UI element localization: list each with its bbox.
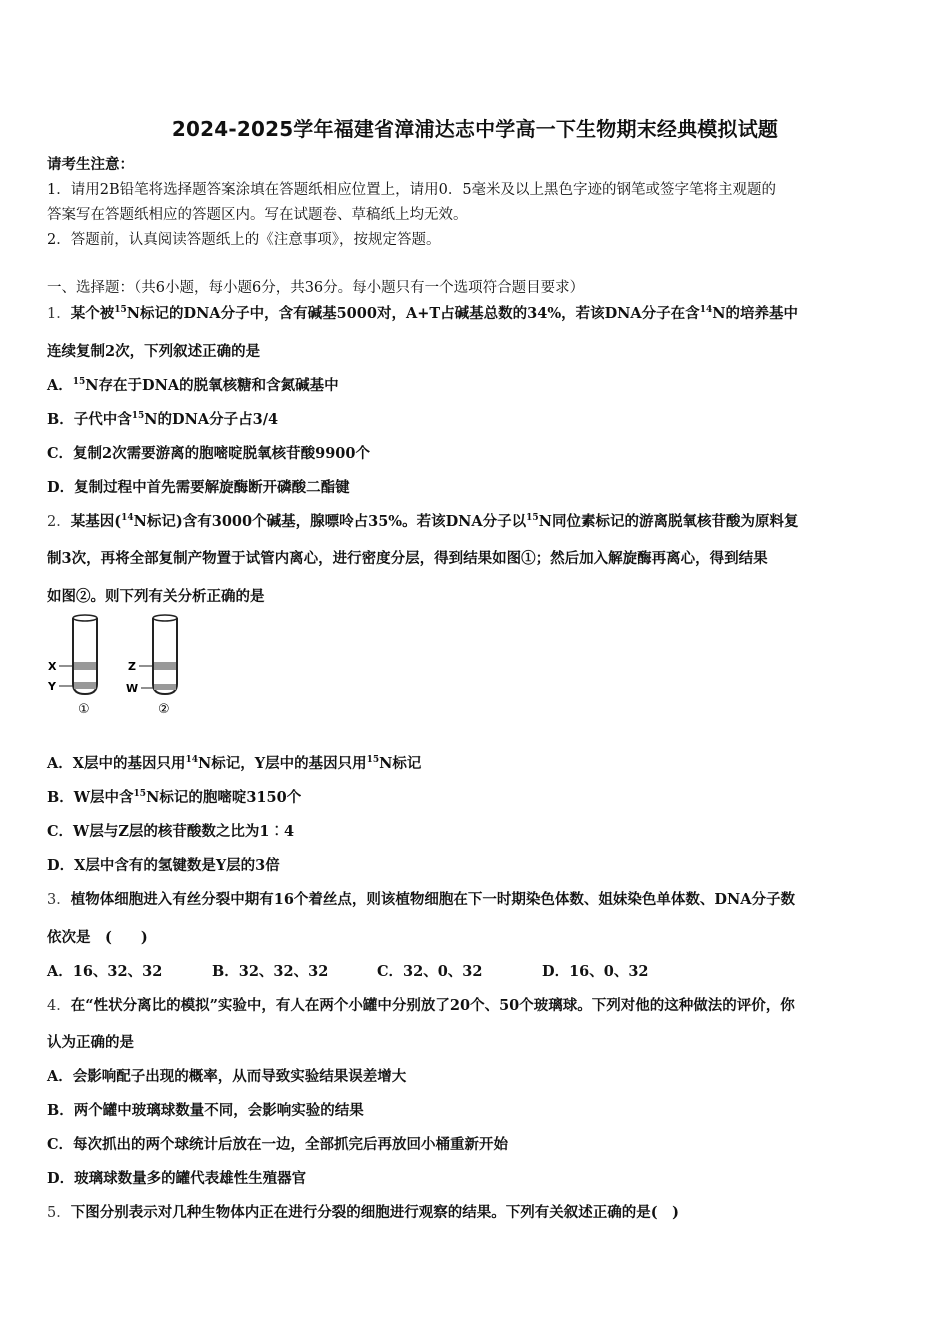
label-x: X	[48, 660, 57, 673]
label-z: Z	[128, 660, 136, 673]
question-2-line-3: 如图②。则下列有关分析正确的是	[47, 588, 265, 605]
option-text: N标记的胞嘧啶3150个	[146, 789, 302, 806]
centrifuge-tubes-figure	[45, 610, 195, 720]
option-letter: A．	[47, 377, 73, 394]
question-4-line-1	[47, 994, 795, 1015]
question-4-option-d[interactable]: D．玻璃球数量多的罐代表雄性生殖器官	[47, 1170, 307, 1187]
question-1-number: 1．	[47, 306, 71, 322]
tube-1-caption: ①	[78, 702, 90, 717]
question-4-number: 4．	[47, 998, 71, 1014]
notice-item-2: 2．答题前，认真阅读答题纸上的《注意事项》，按规定答题。	[47, 232, 441, 248]
superscript: 15	[526, 513, 539, 523]
band-y	[74, 682, 96, 689]
question-1-line-2: 连续复制2次，下列叙述正确的是	[47, 343, 261, 360]
question-3-option-c[interactable]: C．32、0、32	[377, 963, 483, 980]
option-text: B．子代中含	[47, 411, 132, 428]
text-segment: 某个被	[70, 305, 115, 322]
question-2-option-c[interactable]: C．W层与Z层的核苷酸数之比为1︰4	[47, 823, 295, 840]
section-heading: 一、选择题：（共6小题，每小题6分，共36分。每小题只有一个选项符合题目要求）	[47, 280, 585, 296]
question-3-number: 3．	[47, 892, 71, 908]
page-title: 2024-2025学年福建省漳浦达志中学高一下生物期末经典模拟试题	[171, 117, 779, 141]
superscript: 15	[131, 411, 145, 421]
superscript: 14	[121, 513, 134, 523]
tube-2	[126, 615, 177, 717]
notice-item-1-line-2: 答案写在答题纸相应的答题区内。写在试题卷、草稿纸上均无效。	[47, 207, 468, 223]
question-5-line-1	[47, 1201, 679, 1222]
question-1-option-b[interactable]	[47, 408, 278, 429]
question-4-line-2: 认为正确的是	[47, 1034, 134, 1051]
option-text: N标记	[379, 755, 422, 772]
question-3-option-d[interactable]: D．16、0、32	[542, 963, 649, 980]
label-y: Y	[48, 680, 56, 693]
question-1-option-c[interactable]: C．复制2次需要游离的胞嘧啶脱氧核苷酸9900个	[47, 445, 370, 462]
question-3-line-1	[47, 888, 795, 909]
question-2-option-b[interactable]	[47, 786, 301, 807]
superscript: 15	[133, 789, 147, 799]
superscript: 14	[699, 305, 713, 315]
question-2-line-1	[47, 510, 798, 531]
question-3-line-2: 依次是 ( )	[47, 929, 148, 946]
question-4-option-a[interactable]: A．会影响配子出现的概率，从而导致实验结果误差增大	[47, 1068, 407, 1085]
option-text: B．W层中含	[47, 789, 134, 806]
text-segment: 下图分别表示对几种生物体内正在进行分裂的细胞进行观察的结果。下列有关叙述正确的是( )	[70, 1204, 679, 1221]
question-1-line-1	[47, 302, 798, 323]
tube-1	[47, 615, 97, 717]
question-2-option-d[interactable]: D．X层中含有的氢键数是Y层的3倍	[47, 857, 280, 874]
option-text: N存在于DNA的脱氧核糖和含氮碱基中	[85, 377, 339, 394]
question-4-option-b[interactable]: B．两个罐中玻璃球数量不同，会影响实验的结果	[47, 1102, 364, 1119]
notice-heading: 请考生注意：	[47, 156, 134, 173]
question-3-options	[47, 960, 649, 981]
superscript: 15	[72, 377, 86, 387]
tube-2-caption: ②	[158, 702, 170, 717]
text-segment: 植物体细胞进入有丝分裂中期有16个着丝点，则该植物细胞在下一时期染色体数、姐妹染色单体数、DNA分子数	[70, 891, 795, 908]
band-z	[154, 662, 176, 670]
text-segment: 某基因(	[70, 513, 122, 530]
option-text: N的DNA分子占3/4	[144, 411, 279, 428]
question-2-number: 2．	[47, 514, 71, 530]
option-text: N标记，Y层中的基因只用	[198, 755, 367, 772]
option-text: A．X层中的基因只用	[47, 755, 186, 772]
band-x	[74, 662, 96, 670]
text-segment: N标记的DNA分子中，含有碱基5000对，A+T占碱基总数的34%，若该DNA分子在含	[126, 305, 700, 322]
question-5-number: 5．	[47, 1205, 71, 1221]
label-w: W	[126, 682, 139, 695]
question-3-option-a[interactable]: A．16、32、32	[47, 963, 163, 980]
superscript: 15	[114, 305, 127, 315]
superscript: 14	[185, 755, 199, 765]
question-2-line-2: 制3次，再将全部复制产物置于试管内离心，进行密度分层，得到结果如图①；然后加入解旋酶再离心，得到结果	[47, 550, 768, 567]
question-2-option-a[interactable]	[47, 752, 421, 773]
text-segment: N标记)含有3000个碱基，腺嘌呤占35%。若该DNA分子以	[133, 513, 527, 530]
superscript: 15	[366, 755, 380, 765]
question-3-option-b[interactable]: B．32、32、32	[212, 963, 329, 980]
text-segment: 在“性状分离比的模拟”实验中，有人在两个小罐中分别放了20个、50个玻璃球。下列对他的这种做法的评价，你	[70, 997, 795, 1014]
question-1-option-a[interactable]	[47, 374, 339, 395]
text-segment: N的培养基中	[712, 305, 798, 322]
question-4-option-c[interactable]: C．每次抓出的两个球统计后放在一边，全部抓完后再放回小桶重新开始	[47, 1136, 509, 1153]
question-1-option-d[interactable]: D．复制过程中首先需要解旋酶断开磷酸二酯键	[47, 479, 350, 496]
text-segment: N同位素标记的游离脱氧核苷酸为原料复	[538, 513, 799, 530]
band-w	[154, 684, 176, 690]
notice-item-1-line-1: 1．请用2B铅笔将选择题答案涂填在答题纸相应位置上，请用0．5毫米及以上黑色字迹的钢笔或签字笔将主观题的	[47, 182, 777, 198]
